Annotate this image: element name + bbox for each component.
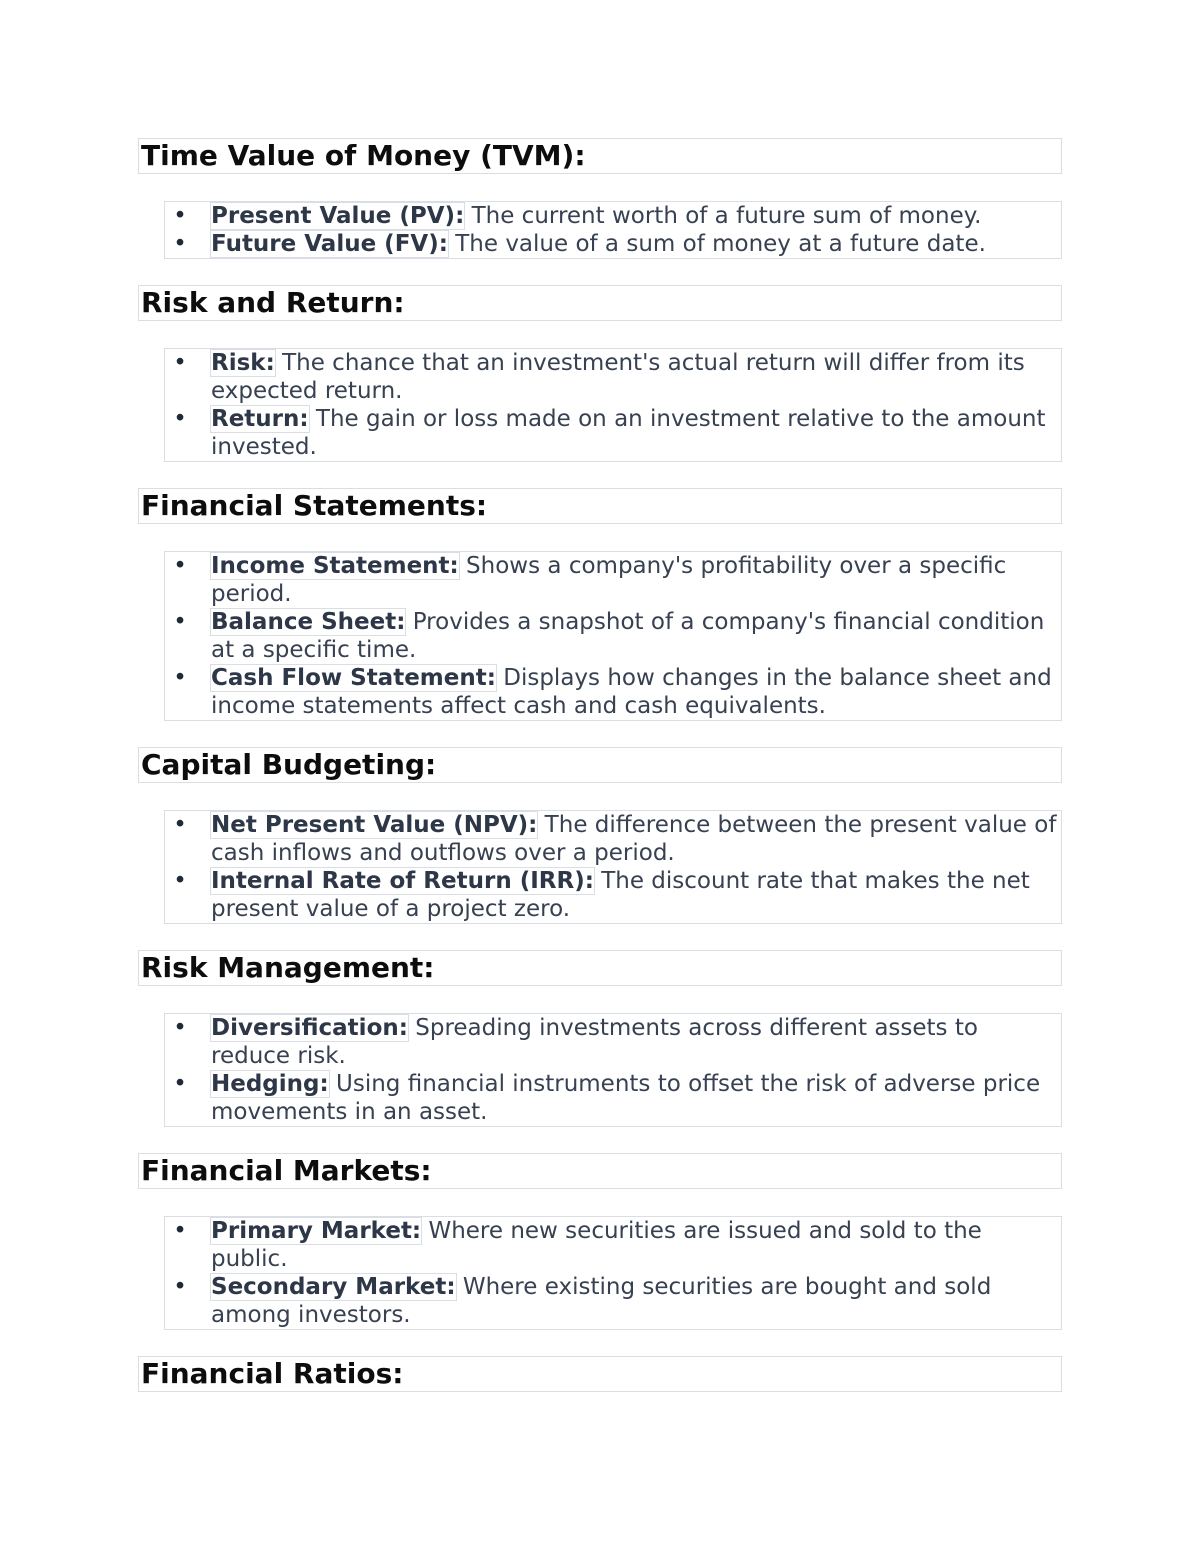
bullet-list <box>164 551 1062 721</box>
bullet-list <box>164 201 1062 259</box>
bullet-icon: • <box>173 812 187 838</box>
term-definition: Spreading investments across different assets to reduce risk. <box>211 1015 978 1069</box>
list-item <box>165 1217 1061 1273</box>
term-label: Hedging: <box>211 1071 329 1097</box>
list-item <box>165 811 1061 867</box>
bullet-list <box>164 810 1062 924</box>
bullet-icon: • <box>173 553 187 579</box>
term-label: Cash Flow Statement: <box>211 665 496 691</box>
bullet-list <box>164 348 1062 462</box>
term-definition: Where new securities are issued and sold to the public. <box>211 1218 982 1272</box>
term-definition: Shows a company's profitability over a specific period. <box>211 553 1007 607</box>
section-heading: Risk and Return: <box>138 285 1062 321</box>
bullet-list <box>164 1216 1062 1330</box>
term-label: Balance Sheet: <box>211 609 406 635</box>
bullet-icon: • <box>173 1015 187 1041</box>
term-label: Diversification: <box>211 1015 408 1041</box>
term-definition: Where existing securities are bought and sold among investors. <box>211 1274 992 1328</box>
term-label: Internal Rate of Return (IRR): <box>211 868 594 894</box>
term-definition: The gain or loss made on an investment relative to the amount invested. <box>211 406 1046 460</box>
bullet-icon: • <box>173 609 187 635</box>
list-item <box>165 202 1061 230</box>
term-definition: The difference between the present value of cash inflows and outflows over a period. <box>211 812 1057 866</box>
list-item <box>165 1273 1061 1329</box>
term-definition: Displays how changes in the balance sheet and income statements affect cash and cash equivalents. <box>211 665 1052 719</box>
bullet-icon: • <box>173 231 187 257</box>
bullet-icon: • <box>173 1218 187 1244</box>
bullet-icon: • <box>173 665 187 691</box>
section-heading: Financial Ratios: <box>138 1356 1062 1392</box>
term-definition: Provides a snapshot of a company's financial condition at a specific time. <box>211 609 1045 663</box>
term-definition: The discount rate that makes the net present value of a project zero. <box>211 868 1030 922</box>
term-label: Net Present Value (NPV): <box>211 812 538 838</box>
list-item <box>165 664 1061 720</box>
term-label: Risk: <box>211 350 275 376</box>
list-item <box>165 405 1061 461</box>
term-definition: The value of a sum of money at a future date. <box>447 231 986 257</box>
list-item <box>165 1070 1061 1126</box>
list-item <box>165 349 1061 405</box>
bullet-icon: • <box>173 406 187 432</box>
bullet-icon: • <box>173 350 187 376</box>
bullet-icon: • <box>173 203 187 229</box>
term-definition: The chance that an investment's actual return will differ from its expected return. <box>211 350 1025 404</box>
list-item <box>165 230 1061 258</box>
term-label: Return: <box>211 406 309 432</box>
document-body <box>138 138 1062 1392</box>
bullet-icon: • <box>173 868 187 894</box>
list-item <box>165 1014 1061 1070</box>
bullet-icon: • <box>173 1071 187 1097</box>
section-heading: Risk Management: <box>138 950 1062 986</box>
bullet-icon: • <box>173 1274 187 1300</box>
term-label: Primary Market: <box>211 1218 422 1244</box>
term-label: Income Statement: <box>211 553 459 579</box>
section-heading: Financial Markets: <box>138 1153 1062 1189</box>
list-item <box>165 608 1061 664</box>
bullet-list <box>164 1013 1062 1127</box>
term-label: Future Value (FV): <box>211 231 448 257</box>
term-definition: Using financial instruments to offset the risk of adverse price movements in an asset. <box>211 1071 1041 1125</box>
list-item <box>165 867 1061 923</box>
section-heading: Capital Budgeting: <box>138 747 1062 783</box>
term-label: Present Value (PV): <box>211 203 465 229</box>
term-definition: The current worth of a future sum of money. <box>464 203 982 229</box>
section-heading: Financial Statements: <box>138 488 1062 524</box>
section-heading: Time Value of Money (TVM): <box>138 138 1062 174</box>
term-label: Secondary Market: <box>211 1274 456 1300</box>
list-item <box>165 552 1061 608</box>
